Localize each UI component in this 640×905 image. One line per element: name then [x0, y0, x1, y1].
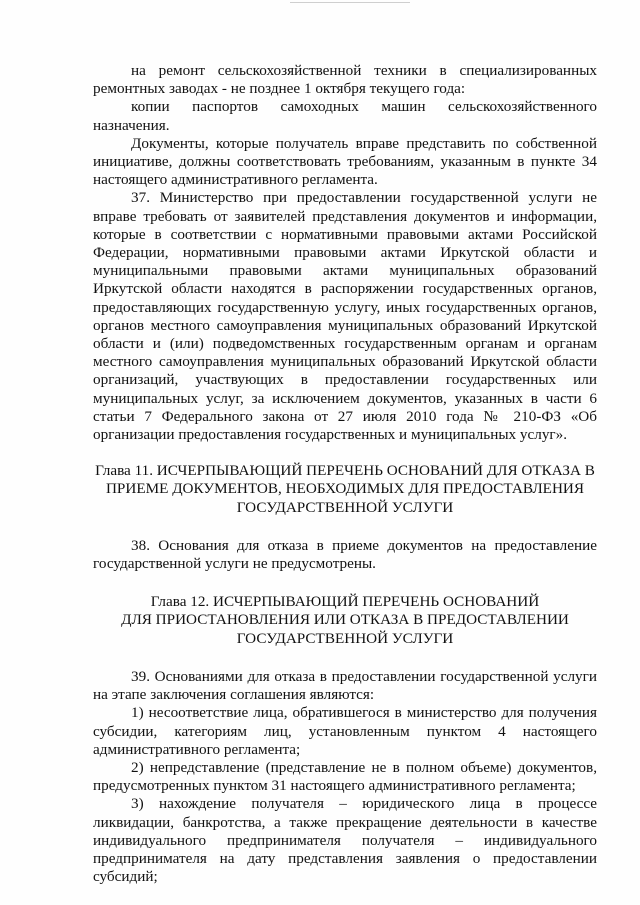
document-body: [93, 62, 597, 886]
paragraph-37: 37. Министерство при предоставлении государственной услуги не вправе требовать от заявителей представления документов и информации, которые в соответствии с нормативными правовыми актами Российской Федерации, нормативными правовыми актами Иркутской области и муниципальными правовыми актами муниципальных образований Иркутской области находятся в распоряжении государственных органов, предоставляющих государственную услугу, иных государственных органов, органов местного самоуправления муниципальных образований Иркутской области и (или) подведомственных государственным органам и органам местного самоуправления муниципальных образований Иркутской области организаций, участвующих в предоставлении государственных или муниципальных услуг, за исключением документов, указанных в части 6 статьи 7 Федерального закона от 27 июля 2010 года № 210-ФЗ «Об организации предоставления государственных и муниципальных услуг».: [93, 189, 597, 444]
chapter-11-heading: [93, 462, 597, 517]
chapter-12-heading: [93, 593, 597, 648]
top-divider: [290, 2, 410, 3]
chapter-12-title-line2: ДЛЯ ПРИОСТАНОВЛЕНИЯ ИЛИ ОТКАЗА В ПРЕДОСТАВЛЕНИИ: [121, 611, 569, 629]
paragraph-38: 38. Основания для отказа в приеме документов на предоставление государственной услуги не предусмотрены.: [93, 536, 597, 573]
chapter-11-title-line2: ПРИЕМЕ ДОКУМЕНТОВ, НЕОБХОДИМЫХ ДЛЯ ПРЕДОСТАВЛЕНИЯ: [105, 480, 585, 498]
chapter-11-title-line1: Глава 11. ИСЧЕРПЫВАЮЩИЙ ПЕРЕЧЕНЬ ОСНОВАНИЙ ДЛЯ ОТКАЗА В: [95, 462, 595, 480]
list-item-2: 2) непредставление (представление не в полном объеме) документов, предусмотренных пунктом 31 настоящего административного регламента;: [93, 758, 597, 795]
paragraph-passport-copies: копии паспортов самоходных машин сельскохозяйственного назначения.: [93, 98, 597, 134]
chapter-12-title-line3: ГОСУДАРСТВЕННОЙ УСЛУГИ: [236, 629, 454, 647]
list-item-3: 3) нахождение получателя – юридического лица в процессе ликвидации, банкротства, а также прекращение деятельности в качестве индивидуального предпринимателя получателя – индивидуального предпринимателя на дату представления заявления о предоставлении субсидий;: [93, 795, 597, 886]
paragraph-repair-deadline: на ремонт сельскохозяйственной техники в специализированных ремонтных заводах - не позднее 1 октября текущего года:: [93, 62, 597, 98]
chapter-12-title-line1: Глава 12. ИСЧЕРПЫВАЮЩИЙ ПЕРЕЧЕНЬ ОСНОВАНИЙ: [150, 593, 540, 611]
list-item-1: 1) несоответствие лица, обратившегося в министерство для получения субсидии, категориям лиц, установленным пунктом 4 настоящего административного регламента;: [93, 704, 597, 758]
chapter-11-title-line3: ГОСУДАРСТВЕННОЙ УСЛУГИ: [236, 498, 454, 516]
paragraph-39: 39. Основаниями для отказа в предоставлении государственной услуги на этапе заключения соглашения являются:: [93, 667, 597, 704]
paragraph-own-initiative: Документы, которые получатель вправе представить по собственной инициативе, должны соответствовать требованиям, указанным в пункте 34 настоящего административного регламента.: [93, 134, 597, 189]
